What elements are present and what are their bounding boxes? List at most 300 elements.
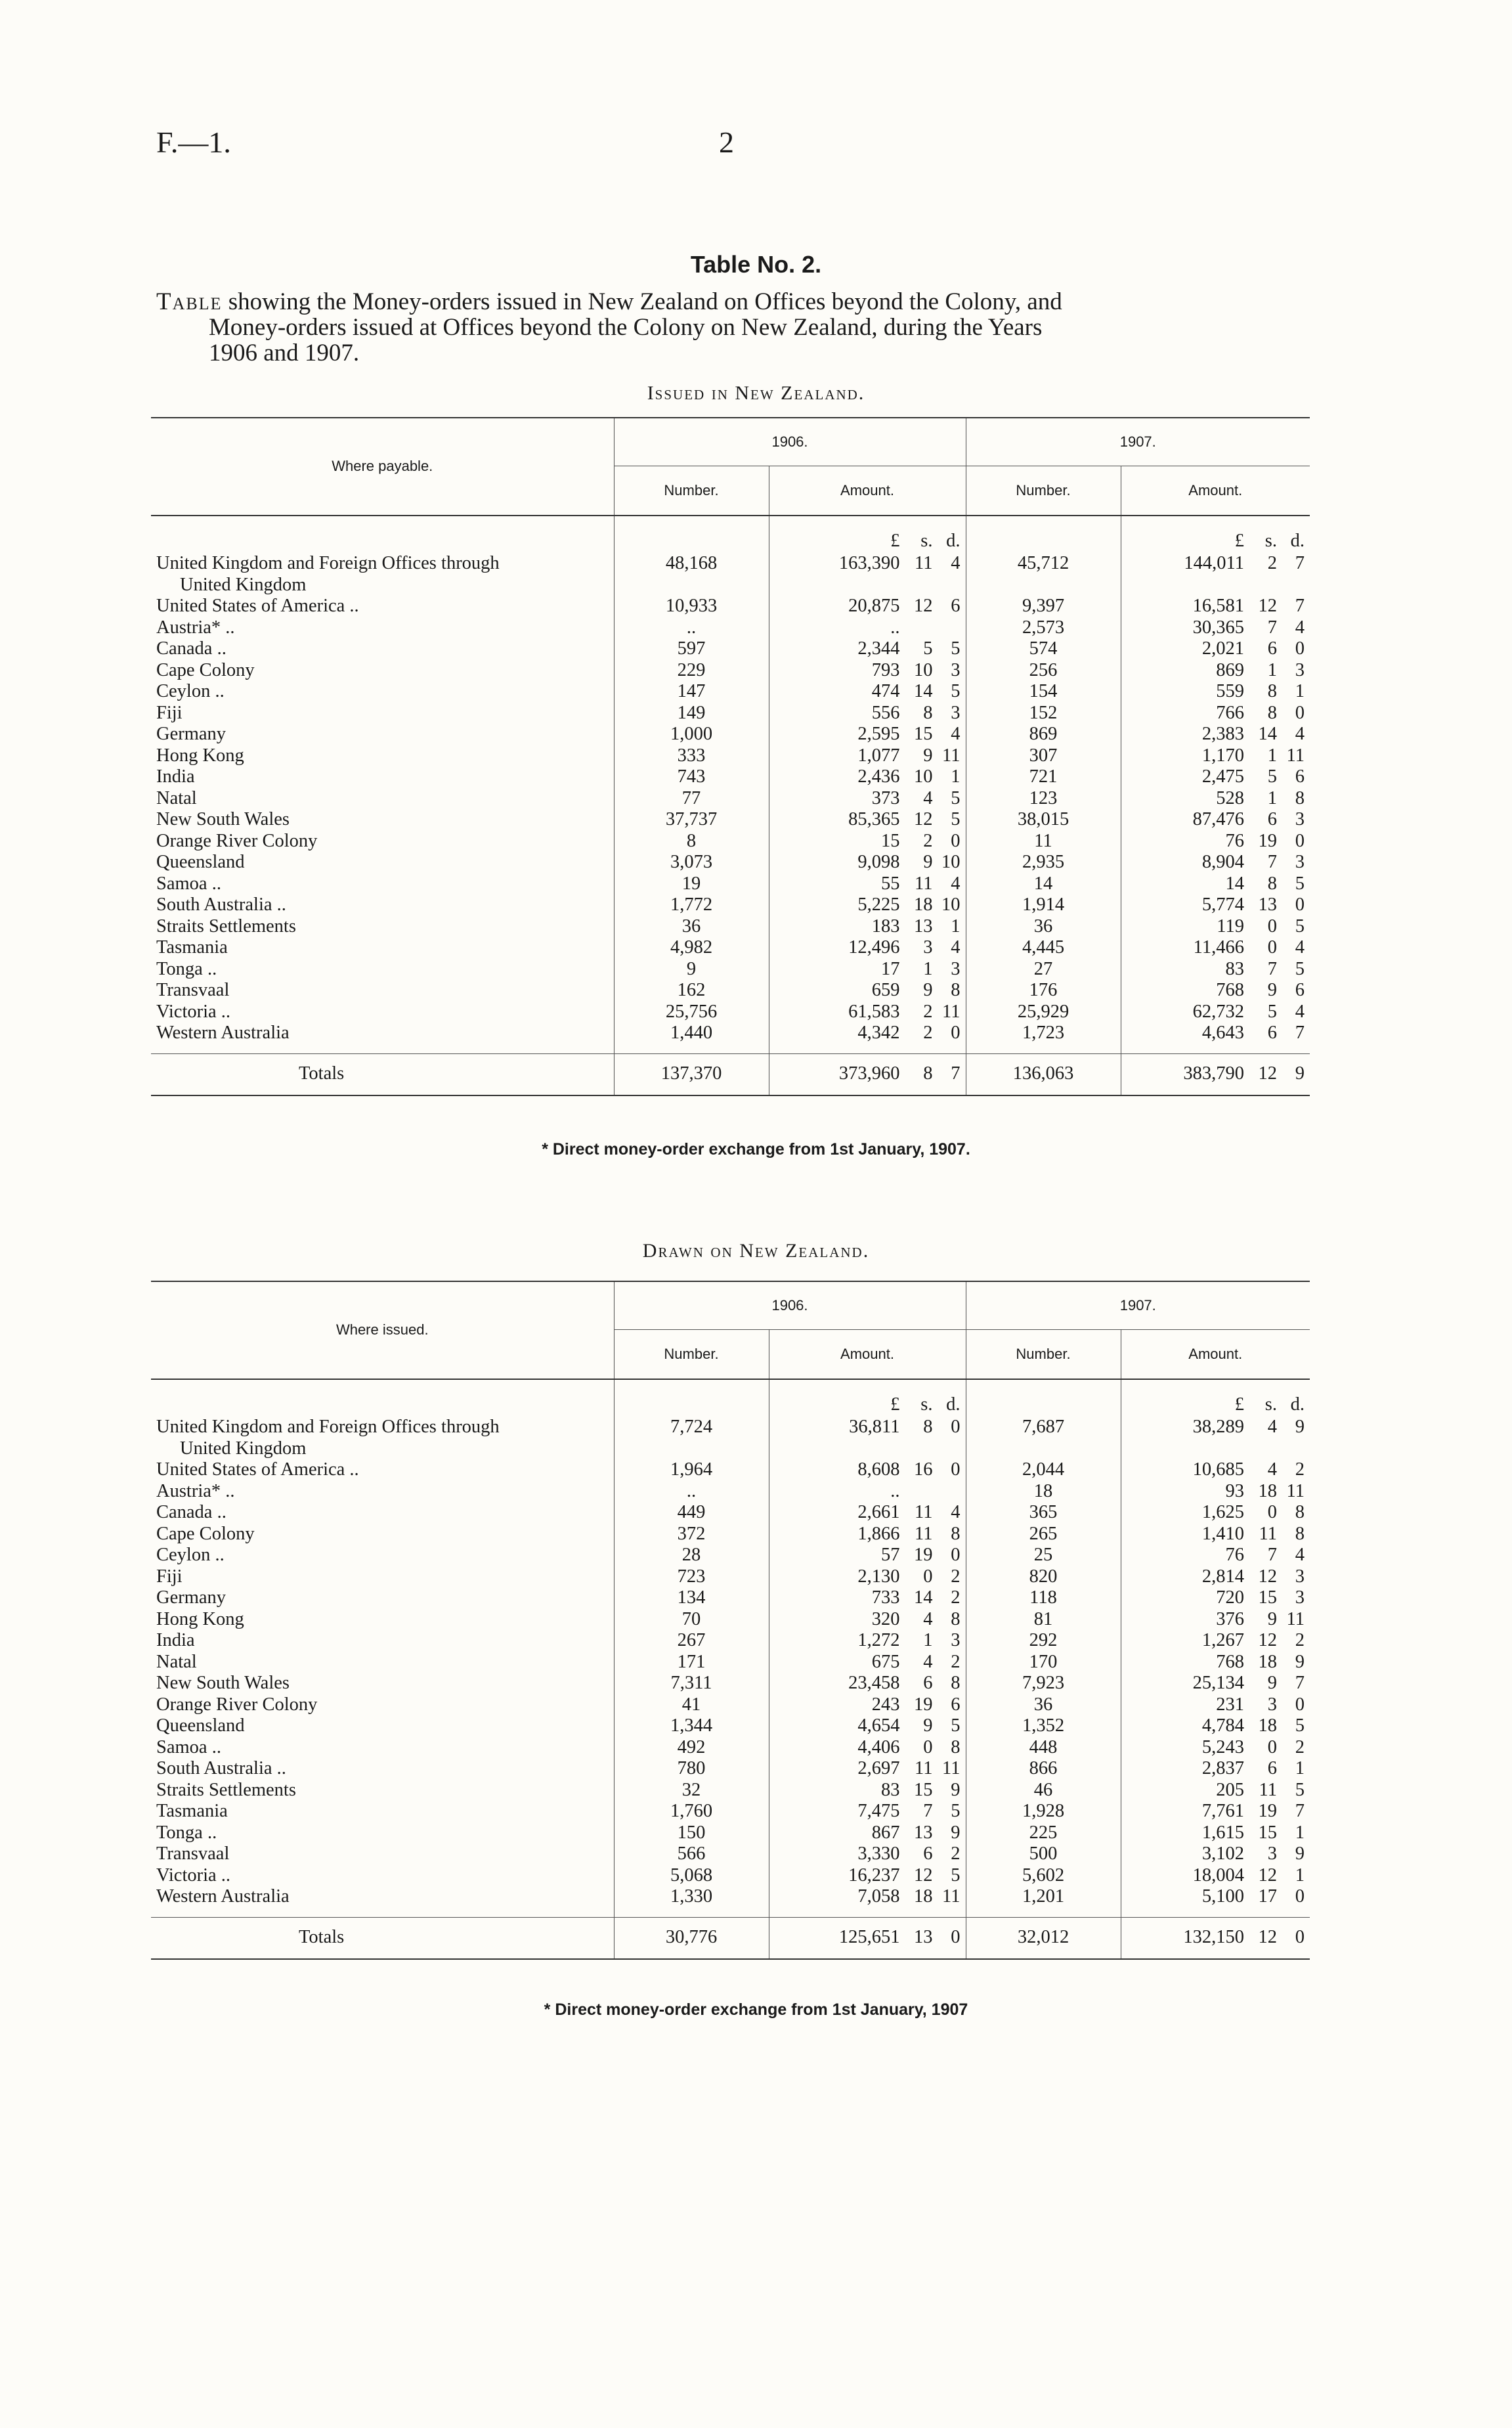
shillings-value: 1 <box>1267 659 1277 680</box>
amount-cell <box>1121 852 1310 873</box>
total-amount-cell <box>769 1917 966 1959</box>
amount-cell <box>769 1652 966 1673</box>
table-row <box>151 1865 1310 1887</box>
amount-cell <box>769 1780 966 1801</box>
pence-value: 5 <box>951 1865 961 1886</box>
pence-value: 11 <box>942 745 961 766</box>
amount-cell <box>769 1843 966 1865</box>
number-column-header: Number. <box>614 1330 769 1380</box>
number-cell: 147 <box>614 681 769 703</box>
amount-cell <box>1121 660 1310 682</box>
pence-value: 6 <box>1295 766 1305 787</box>
shillings-value: 11 <box>915 873 933 894</box>
shillings-value: 18 <box>914 894 933 915</box>
country-name: Hong Kong <box>156 1608 244 1629</box>
number-cell: 25,756 <box>614 1002 769 1023</box>
pence-value: 2 <box>1295 1459 1305 1480</box>
pounds-value: 16,237 <box>848 1865 900 1886</box>
pounds-value: 720 <box>1216 1587 1244 1608</box>
amount-cell <box>769 1481 966 1503</box>
pence-value: 0 <box>1295 1694 1305 1715</box>
number-cell: 1,000 <box>614 724 769 745</box>
table-row <box>151 681 1310 703</box>
table-row <box>151 638 1310 660</box>
shillings-value: 11 <box>915 1758 933 1778</box>
where-cell <box>151 1758 614 1780</box>
pounds-value: 17 <box>881 958 900 979</box>
pounds-value: 38,289 <box>1192 1417 1244 1437</box>
drawn-footnote: * Direct money-order exchange from 1st January, 1907 <box>544 2000 968 2019</box>
pence-value: 7 <box>1295 1673 1305 1693</box>
where-cell <box>151 1417 614 1459</box>
number-cell: 500 <box>966 1843 1121 1865</box>
shillings-value: 9 <box>923 852 933 872</box>
pounds-value: 87,476 <box>1192 809 1244 829</box>
pounds-value: 3,102 <box>1201 1843 1244 1864</box>
where-cell <box>151 766 614 788</box>
where-cell <box>151 937 614 959</box>
country-name: India <box>156 1630 195 1650</box>
where-column-header: Where payable. <box>151 418 614 516</box>
currency-units-row <box>151 516 1310 553</box>
amount-cell <box>769 1502 966 1524</box>
number-cell: 176 <box>966 980 1121 1002</box>
shillings-value: 11 <box>915 1502 933 1522</box>
where-cell <box>151 1780 614 1801</box>
amount-cell <box>769 596 966 617</box>
number-cell: 37,737 <box>614 809 769 831</box>
shillings-value: 1 <box>1267 787 1277 808</box>
pence-value: 11 <box>1286 745 1305 766</box>
amount-cell <box>769 703 966 724</box>
number-cell: 25,929 <box>966 1002 1121 1023</box>
number-cell: 14 <box>966 873 1121 895</box>
amount-cell <box>1121 703 1310 724</box>
pounds-value: 8,608 <box>857 1459 900 1480</box>
pounds-value: 559 <box>1216 681 1244 701</box>
number-cell: 2,935 <box>966 852 1121 873</box>
amount-cell <box>1121 766 1310 788</box>
where-cell <box>151 681 614 703</box>
pounds-value: 8,904 <box>1201 852 1244 872</box>
total-s: 12 <box>1258 1063 1277 1084</box>
total-amount-cell <box>1121 1917 1310 1959</box>
pence-value: 0 <box>1295 638 1305 659</box>
amount-cell <box>1121 681 1310 703</box>
total-d: 0 <box>951 1926 961 1947</box>
number-cell: 574 <box>966 638 1121 660</box>
where-cell <box>151 1566 614 1588</box>
table-row <box>151 894 1310 916</box>
number-cell: 267 <box>614 1630 769 1652</box>
pounds-value: 62,732 <box>1192 1001 1244 1022</box>
pounds-value: 9,098 <box>857 852 900 872</box>
amount-cell <box>769 1023 966 1044</box>
country-name: Victoria .. <box>156 1865 231 1886</box>
shillings-value: 7 <box>1267 852 1277 872</box>
amount-cell <box>769 959 966 981</box>
amount-cell <box>1121 1630 1310 1652</box>
pounds-value: 733 <box>871 1587 900 1608</box>
shillings-value <box>900 617 933 639</box>
pence-value: 6 <box>1295 980 1305 1000</box>
where-cell <box>151 638 614 660</box>
pounds-value: 14 <box>1225 873 1244 894</box>
pounds-value: 1,170 <box>1201 745 1244 766</box>
amount-cell <box>769 788 966 810</box>
where-cell <box>151 596 614 617</box>
pence-value: 2 <box>1295 1736 1305 1757</box>
number-cell: .. <box>614 1481 769 1503</box>
country-name: Ceylon .. <box>156 1545 225 1565</box>
shillings-value: 18 <box>1258 1651 1277 1672</box>
pounds-value: 766 <box>1216 702 1244 723</box>
shillings-value: 9 <box>1267 1608 1277 1629</box>
pounds-value: 5,100 <box>1201 1886 1244 1907</box>
caption-line-2: Money-orders issued at Offices beyond the Colony on New Zealand, during the Years <box>209 314 1043 341</box>
number-cell: 780 <box>614 1758 769 1780</box>
amount-cell <box>769 1459 966 1481</box>
number-cell: 123 <box>966 788 1121 810</box>
pounds-value: 4,643 <box>1201 1023 1244 1043</box>
country-name: Queensland <box>156 852 245 872</box>
pence-value: 8 <box>951 980 961 1000</box>
shillings-value: 13 <box>914 1822 933 1843</box>
total-number-cell: 32,012 <box>966 1917 1121 1959</box>
amount-cell <box>1121 1780 1310 1801</box>
country-name: Natal <box>156 1651 197 1672</box>
table-row <box>151 1694 1310 1716</box>
number-cell: 7,687 <box>966 1417 1121 1459</box>
shillings-value: 0 <box>923 1566 933 1587</box>
number-cell: 5,068 <box>614 1865 769 1887</box>
where-cell <box>151 1481 614 1503</box>
pence-value: 10 <box>941 894 961 915</box>
pence-value: 9 <box>1295 1651 1305 1672</box>
shillings-value: 0 <box>1267 916 1277 937</box>
pounds-value: 15 <box>881 830 900 851</box>
shillings-value: 15 <box>1258 1587 1277 1608</box>
country-name: Western Australia <box>156 1886 290 1907</box>
country-name: Straits Settlements <box>156 916 296 937</box>
pounds-value: .. <box>890 617 900 638</box>
amount-cell <box>1121 1715 1310 1737</box>
amount-column-header: Amount. <box>769 466 966 516</box>
where-cell <box>151 660 614 682</box>
where-cell <box>151 1630 614 1652</box>
pence-value: 7 <box>1295 596 1305 616</box>
pence-value: 4 <box>1295 1545 1305 1565</box>
shillings-value: 0 <box>1267 937 1277 958</box>
where-cell <box>151 1652 614 1673</box>
pounds-value: 18,004 <box>1192 1865 1244 1886</box>
pence-value: 1 <box>951 916 961 937</box>
pence-value: 5 <box>951 1801 961 1821</box>
number-cell: 134 <box>614 1587 769 1609</box>
pence-value: 9 <box>1295 1843 1305 1864</box>
pounds-value: 243 <box>871 1694 900 1715</box>
pounds-value: 373 <box>871 787 900 808</box>
amount-cell <box>769 873 966 895</box>
amount-cell <box>1121 1865 1310 1887</box>
amount-cell <box>769 766 966 788</box>
pence-value: 9 <box>951 1822 961 1843</box>
shillings-value: 19 <box>914 1694 933 1715</box>
country-name: Cape Colony <box>156 1523 255 1544</box>
pounds-value: 11,466 <box>1193 937 1244 958</box>
pounds-value: 556 <box>871 702 900 723</box>
caption-line-1: showing the Money-orders issued in New Zealand on Offices beyond the Colony, and <box>228 288 1062 315</box>
country-name: New South Wales <box>156 1673 290 1693</box>
amount-cell <box>1121 788 1310 810</box>
shillings-value: 12 <box>914 809 933 829</box>
total-s: 12 <box>1258 1926 1277 1947</box>
country-name: Straits Settlements <box>156 1779 296 1800</box>
country-name: Orange River Colony <box>156 830 318 851</box>
where-cell <box>151 617 614 639</box>
shillings-value: 8 <box>1267 702 1277 723</box>
country-name: Canada .. <box>156 1502 227 1522</box>
pounds-value: 93 <box>1225 1480 1244 1501</box>
pounds-value: 2,475 <box>1201 766 1244 787</box>
number-cell: 27 <box>966 959 1121 981</box>
year-1906-header: 1906. <box>614 418 966 466</box>
amount-cell <box>769 894 966 916</box>
number-cell: 5,602 <box>966 1865 1121 1887</box>
shillings-value: 14 <box>914 1587 933 1608</box>
where-cell <box>151 809 614 831</box>
pence-value: 1 <box>1295 1865 1305 1886</box>
where-cell <box>151 1459 614 1481</box>
pence-value: 0 <box>1295 1886 1305 1907</box>
amount-cell <box>769 1630 966 1652</box>
where-cell <box>151 1886 614 1908</box>
table-row <box>151 1673 1310 1694</box>
pounds-value: 675 <box>871 1651 900 1672</box>
amount-cell <box>769 1801 966 1822</box>
amount-cell <box>769 831 966 852</box>
pounds-value: 23,458 <box>848 1673 900 1693</box>
pence-value: 3 <box>1295 809 1305 829</box>
number-cell: 70 <box>614 1609 769 1631</box>
shillings-value: 6 <box>1267 638 1277 659</box>
country-name: United States of America .. <box>156 1459 359 1480</box>
number-cell: 372 <box>614 1524 769 1545</box>
pounds-value: 7,761 <box>1201 1801 1244 1821</box>
pounds-value: 83 <box>1225 958 1244 979</box>
pounds-value: 85,365 <box>848 809 900 829</box>
amount-cell <box>1121 959 1310 981</box>
shillings-value: 0 <box>1267 1502 1277 1522</box>
pounds-value: 659 <box>871 980 900 1000</box>
pounds-value: 4,342 <box>857 1023 900 1043</box>
pence-value: 1 <box>951 766 961 787</box>
shillings-value: 12 <box>1258 1566 1277 1587</box>
amount-cell <box>1121 1417 1310 1459</box>
total-number-cell: 137,370 <box>614 1053 769 1095</box>
table-row <box>151 1886 1310 1908</box>
pounds-value: 55 <box>881 873 900 894</box>
number-cell: 2,573 <box>966 617 1121 639</box>
pounds-value: 4,784 <box>1201 1715 1244 1736</box>
country-name: Canada .. <box>156 638 227 659</box>
pounds-value: 7,475 <box>857 1801 900 1821</box>
number-cell: 292 <box>966 1630 1121 1652</box>
country-name: Transvaal <box>156 980 230 1000</box>
amount-cell <box>769 852 966 873</box>
year-1906-header: 1906. <box>614 1281 966 1330</box>
pounds-value: 528 <box>1216 787 1244 808</box>
number-column-header: Number. <box>614 466 769 516</box>
shillings-value: 6 <box>923 1843 933 1864</box>
shillings-value: 18 <box>1258 1715 1277 1736</box>
amount-cell <box>1121 638 1310 660</box>
pence-value: 11 <box>942 1886 961 1907</box>
number-cell: 1,440 <box>614 1023 769 1044</box>
shillings-value: 2 <box>1267 553 1277 573</box>
number-cell: 721 <box>966 766 1121 788</box>
pence-value: 8 <box>1295 787 1305 808</box>
pence-value: 8 <box>951 1608 961 1629</box>
where-cell <box>151 703 614 724</box>
pounds-value: 76 <box>1225 1545 1244 1565</box>
number-cell: 7,724 <box>614 1417 769 1459</box>
where-cell <box>151 959 614 981</box>
shillings-value: 15 <box>914 1779 933 1800</box>
where-cell <box>151 1737 614 1759</box>
pence-value: 4 <box>1295 937 1305 958</box>
shillings-value: 13 <box>1258 894 1277 915</box>
pence-value: 9 <box>1295 1417 1305 1437</box>
pence-value: 4 <box>951 937 961 958</box>
amount-cell <box>769 937 966 959</box>
table-row <box>151 1002 1310 1023</box>
total-amount-cell <box>769 1053 966 1095</box>
amount-cell <box>1121 1502 1310 1524</box>
pence-value: 3 <box>1295 852 1305 872</box>
pounds-value: 1,410 <box>1201 1523 1244 1544</box>
country-name: Natal <box>156 787 197 808</box>
shillings-value: 15 <box>1258 1822 1277 1843</box>
where-cell <box>151 916 614 938</box>
country-name: United Kingdom and Foreign Offices through <box>156 1417 500 1437</box>
number-cell: 1,352 <box>966 1715 1121 1737</box>
pounds-value: 57 <box>881 1545 900 1565</box>
amount-cell <box>769 724 966 745</box>
pounds-value: 36,811 <box>849 1417 900 1437</box>
pence-value: 11 <box>1286 1608 1305 1629</box>
table-row <box>151 788 1310 810</box>
shillings-value: 12 <box>914 596 933 616</box>
table-row <box>151 1481 1310 1503</box>
shillings-value: 2 <box>923 830 933 851</box>
pence-value: 0 <box>1295 894 1305 915</box>
shillings-value: 3 <box>1267 1694 1277 1715</box>
shillings-value: 1 <box>1267 745 1277 766</box>
number-cell: 45,712 <box>966 553 1121 596</box>
number-cell: 150 <box>614 1822 769 1844</box>
total-d: 9 <box>1295 1063 1305 1084</box>
amount-cell <box>1121 809 1310 831</box>
shillings-value: 9 <box>923 745 933 766</box>
number-cell: 449 <box>614 1502 769 1524</box>
pounds-value: 867 <box>871 1822 900 1843</box>
amount-cell <box>769 1587 966 1609</box>
pence-value: 11 <box>1286 1480 1305 1501</box>
pence-value: 6 <box>951 1694 961 1715</box>
total-amount-cell <box>1121 1053 1310 1095</box>
number-cell: 2,044 <box>966 1459 1121 1481</box>
pence-value: 6 <box>951 596 961 616</box>
pounds-value: 2,661 <box>857 1502 900 1522</box>
amount-cell <box>1121 894 1310 916</box>
shillings-value: 11 <box>1259 1779 1277 1800</box>
country-name: Hong Kong <box>156 745 244 766</box>
total-d: 7 <box>951 1063 961 1084</box>
table-row <box>151 1545 1310 1566</box>
country-name: Fiji <box>156 702 183 723</box>
shillings-value: 5 <box>1267 766 1277 787</box>
shillings-value: 11 <box>915 1523 933 1544</box>
pence-value: 10 <box>941 852 961 872</box>
where-cell <box>151 1524 614 1545</box>
number-cell: 8 <box>614 831 769 852</box>
shillings-value: 11 <box>915 553 933 573</box>
country-name: South Australia .. <box>156 894 286 915</box>
pounds-value: 5,774 <box>1201 894 1244 915</box>
shillings-value: 5 <box>1267 1001 1277 1022</box>
issued-footnote: * Direct money-order exchange from 1st January, 1907. <box>542 1140 970 1159</box>
pence-value: 5 <box>951 638 961 659</box>
pounds-value: 5,243 <box>1201 1736 1244 1757</box>
pence-value: 7 <box>1295 1801 1305 1821</box>
pounds-value: 869 <box>1216 659 1244 680</box>
number-cell: 36 <box>966 916 1121 938</box>
number-cell: 869 <box>966 724 1121 745</box>
pounds-value: 768 <box>1216 980 1244 1000</box>
pounds-value: 474 <box>871 681 900 701</box>
country-name: Tonga .. <box>156 958 217 979</box>
pounds-value: 163,390 <box>838 553 900 573</box>
number-cell: 171 <box>614 1652 769 1673</box>
pence-value: 5 <box>1295 1779 1305 1800</box>
amount-cell <box>769 1524 966 1545</box>
pounds-value: 30,365 <box>1192 617 1244 638</box>
amount-cell <box>1121 617 1310 639</box>
number-cell: 77 <box>614 788 769 810</box>
number-cell: 1,723 <box>966 1023 1121 1044</box>
pounds-value: 5,225 <box>857 894 900 915</box>
totals-row <box>151 1053 1310 1095</box>
pounds-value: 1,267 <box>1201 1630 1244 1650</box>
total-l: 132,150 <box>1183 1926 1244 1947</box>
table-row <box>151 852 1310 873</box>
caption-lead: Table <box>156 288 223 315</box>
number-cell: 118 <box>966 1587 1121 1609</box>
currency-units-row <box>151 1379 1310 1417</box>
number-cell: 1,772 <box>614 894 769 916</box>
shillings-value: 7 <box>1267 958 1277 979</box>
number-cell: 170 <box>966 1652 1121 1673</box>
amount-cell <box>1121 745 1310 767</box>
total-s: 8 <box>923 1063 933 1084</box>
shillings-value: 3 <box>923 937 933 958</box>
pence-value: 8 <box>951 1523 961 1544</box>
pence-value: 5 <box>951 809 961 829</box>
country-name: United Kingdom and Foreign Offices through <box>156 553 500 573</box>
pounds-value: 7,058 <box>857 1886 900 1907</box>
shillings-value: 0 <box>923 1736 933 1757</box>
